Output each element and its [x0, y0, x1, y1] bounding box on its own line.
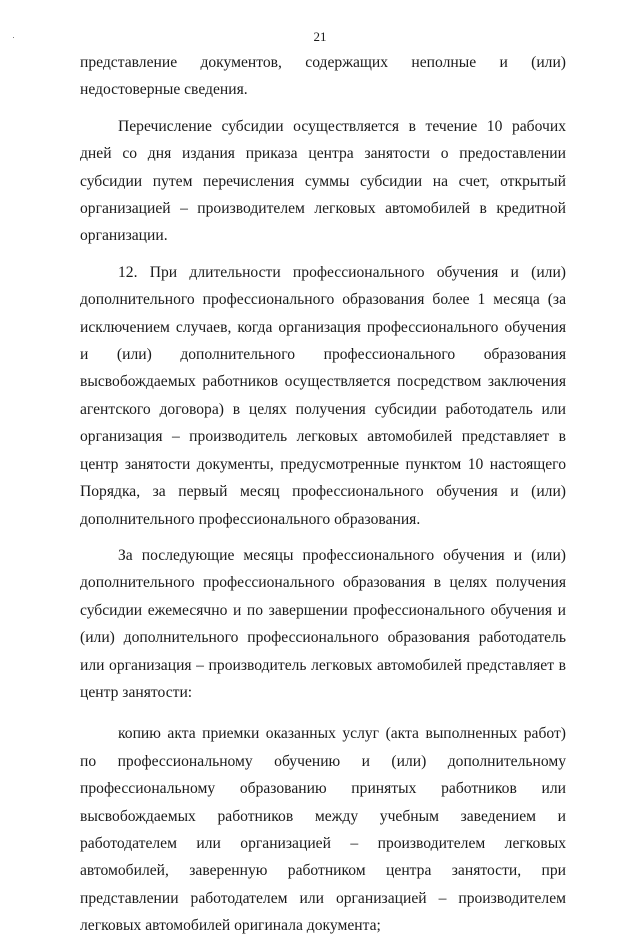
paragraph-continuation: представление документов, содержащих неполные и (или) недостоверные сведения.: [80, 54, 566, 99]
page-number: 21: [313, 29, 327, 44]
paragraph-subsequent-months: За последующие месяцы профессионального обучения и (или) дополнительного профессионального образования в целях получения субсидии ежемесячно и по завершении профессионального обучения и (или) дополнительного профессионального образования работодатель или организация – производитель легковых автомобилей представляет в центр занятости:: [80, 546, 566, 701]
paragraph-act-copy: копию акта приемки оказанных услуг (акта выполненных работ) по профессиональному обучению и (или) дополнительному профессиональному образованию принятых работников или высвобождаемых работников между учебным заведением и работодателем или организацией – производителем легковых автомобилей, заверенную работником центра занятости, при представлении работодателем или организацией – производителем легковых автомобилей оригинала документа;: [80, 725, 566, 935]
paragraph-clause-12: 12. При длительности профессионального обучения и (или) дополнительного профессионального образования более 1 месяца (за исключением случаев, когда организация профессионального обучения и (или) дополнительного профессионального образования высвобождаемых работников осуществляется посредством заключения агентского договора) в целях получения субсидии работодатель или организация – производитель легковых автомобилей представляет в центр занятости документы, предусмотренные пунктом 10 настоящего Порядка, за первый месяц профессионального обучения и (или) дополнительного профессионального образования.: [80, 263, 566, 528]
document-body: [80, 49, 566, 940]
paragraph-subsidy-transfer: Перечисление субсидии осуществляется в течение 10 рабочих дней со дня издания приказа центра занятости о предоставлении субсидии путем перечисления суммы субсидии на счет, открытый организацией – производителем легковых автомобилей в кредитной организации.: [80, 117, 566, 245]
